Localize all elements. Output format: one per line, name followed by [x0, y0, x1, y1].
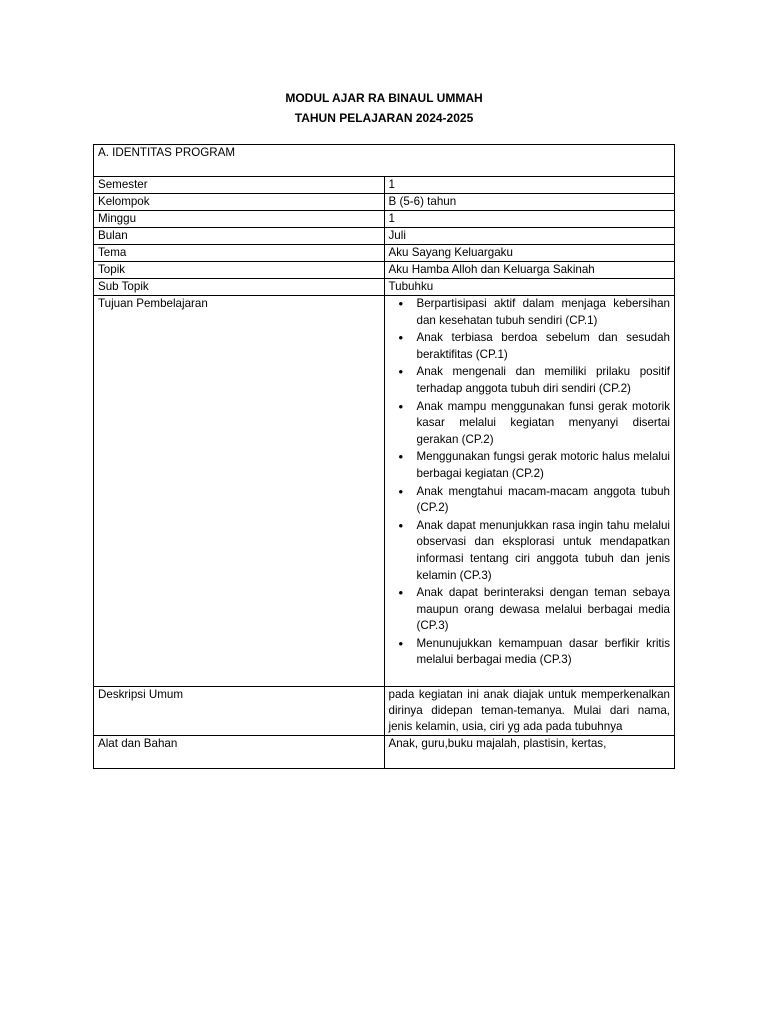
list-item: • Anak terbiasa berdoa sebelum dan sesudah beraktifitas (CP.1) — [389, 330, 671, 363]
table-row — [94, 194, 675, 211]
row-label-deskripsi: Deskripsi Umum — [94, 687, 385, 736]
row-label-kelompok: Kelompok — [94, 194, 385, 211]
row-value-semester: 1 — [384, 177, 675, 194]
row-value-sub-topik: Tubuhku — [384, 279, 675, 296]
document-title: MODUL AJAR RA BINAUL UMMAH — [285, 91, 483, 105]
list-item: • Anak mampu menggunakan funsi gerak motorik kasar melalui kegiatan menyanyi disertai gerakan (CP.2) — [389, 399, 671, 449]
list-item: • Anak mengtahui macam-macam anggota tubuh (CP.2) — [389, 484, 671, 517]
document-header — [0, 88, 768, 128]
row-value-kelompok: B (5-6) tahun — [384, 194, 675, 211]
list-item: • Anak dapat menunjukkan rasa ingin tahu melalui observasi dan eksplorasi untuk mendapatkan informasi tentang ciri anggota tubuh dan jenis kelamin (CP.3) — [389, 518, 671, 584]
identity-table — [93, 144, 675, 769]
table-row — [94, 296, 675, 687]
table-row — [94, 279, 675, 296]
table-row — [94, 736, 675, 769]
row-label-topik: Topik — [94, 262, 385, 279]
list-item: • Berpartisipasi aktif dalam menjaga kebersihan dan kesehatan tubuh sendiri (CP.1) — [389, 296, 671, 329]
section-row — [94, 145, 675, 177]
list-item: • Menggunakan fungsi gerak motoric halus melalui berbagai kegiatan (CP.2) — [389, 449, 671, 482]
table-row — [94, 262, 675, 279]
table-row — [94, 228, 675, 245]
table-row — [94, 177, 675, 194]
row-label-bulan: Bulan — [94, 228, 385, 245]
list-item: • Menunujukkan kemampuan dasar berfikir kritis melalui berbagai media (CP.3) — [389, 636, 671, 669]
row-label-tema: Tema — [94, 245, 385, 262]
row-label-semester: Semester — [94, 177, 385, 194]
row-value-deskripsi: pada kegiatan ini anak diajak untuk memperkenalkan dirinya didepan teman-temanya. Mulai dari nama, jenis kelamin, usia, ciri yg ada pada tubuhnya — [384, 687, 675, 736]
row-value-topik: Aku Hamba Alloh dan Keluarga Sakinah — [384, 262, 675, 279]
list-item: • Anak dapat berinteraksi dengan teman sebaya maupun orang dewasa melalui berbagai media (CP.3) — [389, 585, 671, 635]
table-row — [94, 245, 675, 262]
row-value-tujuan — [384, 296, 675, 687]
list-item: • Anak mengenali dan memiliki prilaku positif terhadap anggota tubuh diri sendiri (CP.2) — [389, 364, 671, 397]
row-label-sub-topik: Sub Topik — [94, 279, 385, 296]
row-value-tema: Aku Sayang Keluargaku — [384, 245, 675, 262]
row-label-alat: Alat dan Bahan — [94, 736, 385, 769]
table-row — [94, 211, 675, 228]
section-title: A. IDENTITAS PROGRAM — [94, 145, 675, 177]
document-subtitle: TAHUN PELAJARAN 2024-2025 — [294, 111, 474, 125]
goals-list — [389, 296, 671, 686]
row-label-tujuan: Tujuan Pembelajaran — [94, 296, 385, 687]
table-row — [94, 687, 675, 736]
row-value-bulan: Juli — [384, 228, 675, 245]
row-value-minggu: 1 — [384, 211, 675, 228]
row-value-alat: Anak, guru,buku majalah, plastisin, kertas, — [384, 736, 675, 769]
row-label-minggu: Minggu — [94, 211, 385, 228]
